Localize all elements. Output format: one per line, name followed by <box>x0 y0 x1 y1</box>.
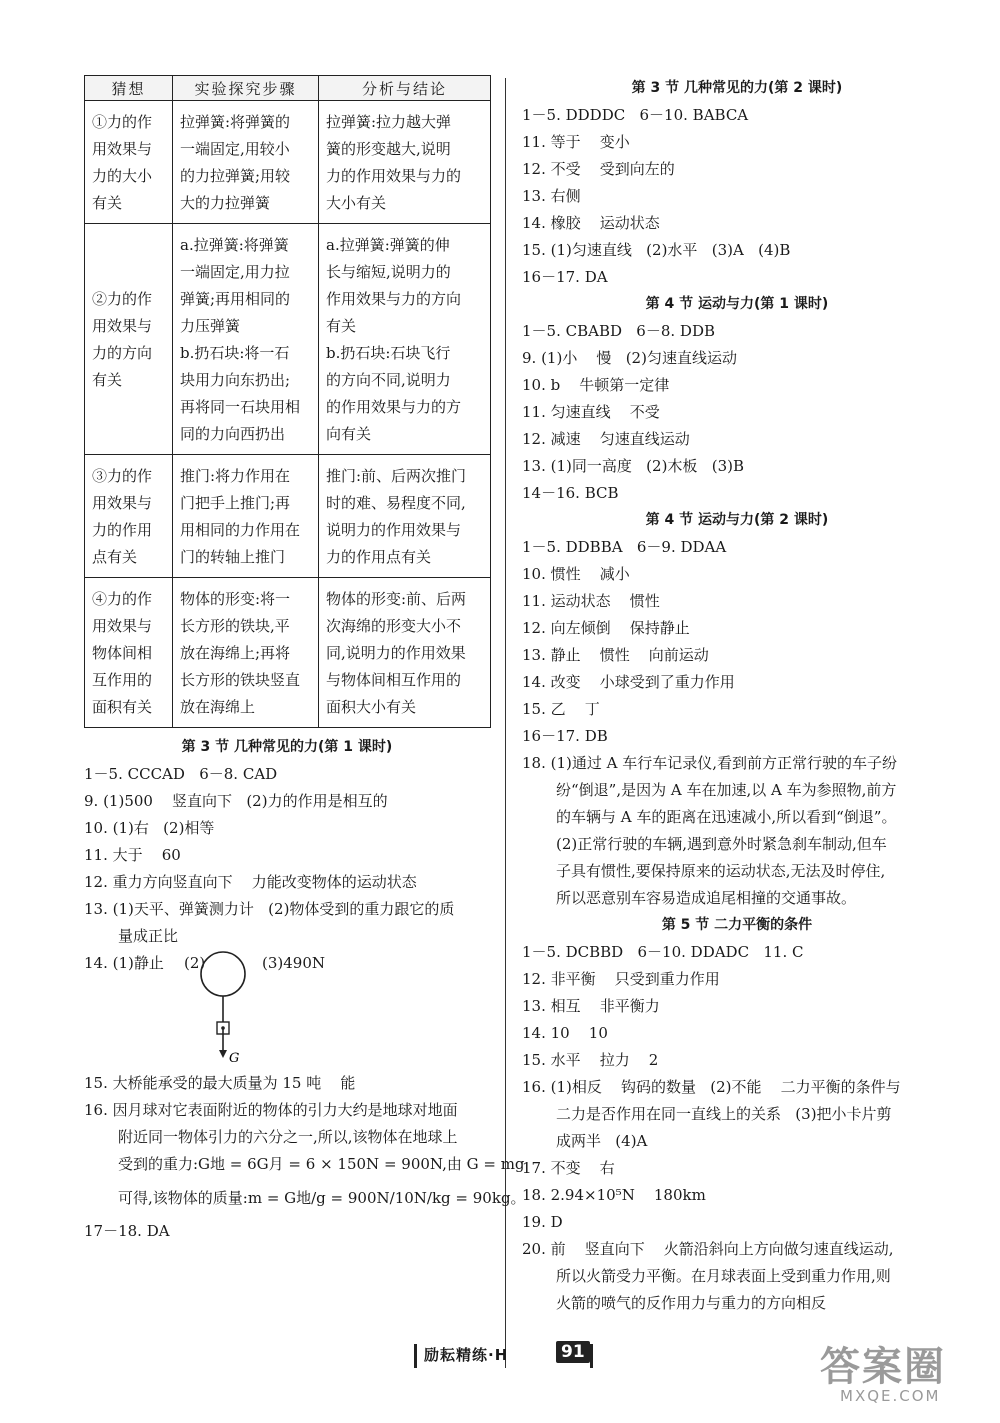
answer-line: 14. 10 10 <box>522 1024 608 1042</box>
page-number: 91 <box>556 1341 590 1363</box>
table-cell: ④力的作 用效果与 物体间相 互作用的 面积有关 <box>85 578 173 728</box>
answer-line: 子具有惯性,要保持原来的运动状态,无法及时停住, <box>556 862 886 880</box>
answer-line: 13. (1)天平、弹簧测力计 (2)物体受到的重力跟它的质 <box>84 900 455 918</box>
answer-line: 10. 惯性 减小 <box>522 565 630 583</box>
table-header-cell: 猜想 <box>85 76 173 101</box>
answer-line: 19. D <box>522 1213 563 1231</box>
answer-line: 9. (1)小 慢 (2)匀速直线运动 <box>522 349 737 367</box>
answer-line: 11. 运动状态 惯性 <box>522 592 660 610</box>
answer-line: 9. (1)500 竖直向下 (2)力的作用是相互的 <box>84 792 388 810</box>
answer-line: 1－5. DCBBD 6－10. DDADC 11. C <box>522 943 804 961</box>
answer-line: 16. (1)相反 钩码的数量 (2)不能 二力平衡的条件与 <box>522 1078 901 1096</box>
page-footer <box>414 1340 604 1370</box>
table-cell: ③力的作 用效果与 力的作用 点有关 <box>85 455 173 578</box>
answer-line: 15. 乙 丁 <box>522 700 600 718</box>
answer-line: (2)正常行驶的车辆,遇到意外时紧急刹车制动,但车 <box>556 835 887 853</box>
answer-line: 20. 前 竖直向下 火箭沿斜向上方向做匀速直线运动, <box>522 1240 894 1258</box>
section-title: 第 4 节 运动与力(第 1 课时) <box>645 296 829 312</box>
table-cell: 物体的形变:前、后两 次海绵的形变大小不 同,说明力的作用效果 与物体间相互作用的 面积大小有关 <box>319 578 491 728</box>
answer-line: 15. 大桥能承受的最大质量为 15 吨 能 <box>84 1074 356 1092</box>
table-cell: ①力的作 用效果与 力的大小 有关 <box>85 101 173 224</box>
q14-row <box>84 950 490 1070</box>
answer-line: 附近同一物体引力的六分之一,所以,该物体在地球上 <box>118 1128 458 1146</box>
answer-line: 成两半 (4)A <box>556 1132 648 1150</box>
answer-line: (2) <box>184 954 206 972</box>
answer-line: 16－17. DA <box>522 268 608 286</box>
table-row <box>85 455 491 578</box>
right-column <box>522 75 952 1317</box>
answer-line: 17－18. DA <box>84 1222 170 1240</box>
table-cell: 推门:将力作用在 门把手上推门;再 用相同的力作用在 门的转轴上推门 <box>173 455 319 578</box>
answer-line: 量成正比 <box>118 927 179 945</box>
answer-line: 火箭的喷气的反作用力与重力的方向相反 <box>556 1294 827 1312</box>
answer-line: 的车辆与 A 车的距离在迅速减小,所以看到“倒退”。 <box>556 808 897 826</box>
answer-line: 二力是否作用在同一直线上的关系 (3)把小卡片剪 <box>556 1105 892 1123</box>
gravity-label: G <box>229 1051 240 1066</box>
table-cell: ②力的作 用效果与 力的方向 有关 <box>85 224 173 455</box>
answer-line: 纷“倒退”,是因为 A 车在加速,以 A 车为参照物,前方 <box>556 781 897 799</box>
answer-line: 16－17. DB <box>522 727 608 745</box>
section-title: 第 4 节 运动与力(第 2 课时) <box>645 512 829 528</box>
answer-line: 受到的重力:G地 = 6G月 = 6 × 150N = 900N,由 G = mg <box>118 1155 525 1173</box>
answer-line: 1－5. DDBBA 6－9. DDAA <box>522 538 727 556</box>
table-header-row <box>85 76 491 101</box>
gravity-diagram <box>194 950 254 1068</box>
answer-line: 11. 大于 60 <box>84 846 181 864</box>
answer-line: 18. 2.94×10⁵N 180km <box>522 1186 706 1204</box>
answer-line: 所以火箭受力平衡。在月球表面上受到重力作用,则 <box>556 1267 891 1285</box>
answer-line: 13. 右侧 <box>522 187 581 205</box>
left-column <box>84 75 526 1245</box>
answer-line: 13. 相互 非平衡力 <box>522 997 660 1015</box>
answer-line: 所以恶意别车容易造成追尾相撞的交通事故。 <box>556 889 857 907</box>
answer-line: 10. (1)右 (2)相等 <box>84 819 215 837</box>
table-row <box>85 101 491 224</box>
answer-line: 1－5. CCCAD 6－8. CAD <box>84 765 278 783</box>
watermark-url: MXQE.COM <box>840 1387 941 1405</box>
answer-line: 17. 不变 右 <box>522 1159 615 1177</box>
answer-line: 12. 向左倾倒 保持静止 <box>522 619 690 637</box>
table-cell: 拉弹簧:拉力越大弹 簧的形变越大,说明 力的作用效果与力的 大小有关 <box>319 101 491 224</box>
answer-line: 12. 减速 匀速直线运动 <box>522 430 690 448</box>
answer-line: 11. 等于 变小 <box>522 133 630 151</box>
answer-line: 13. (1)同一高度 (2)木板 (3)B <box>522 457 744 475</box>
answer-line: 1－5. DDDDC 6－10. BABCA <box>522 106 749 124</box>
answer-line: 14. 改变 小球受到了重力作用 <box>522 673 735 691</box>
answer-line: 12. 重力方向竖直向下 力能改变物体的运动状态 <box>84 873 417 891</box>
table-row <box>85 224 491 455</box>
answer-line: 15. 水平 拉力 2 <box>522 1051 659 1069</box>
answer-line: (3)490N <box>262 954 326 972</box>
answer-line: 16. 因月球对它表面附近的物体的引力大约是地球对地面 <box>84 1101 458 1119</box>
watermark-text: 答案圈 <box>820 1344 946 1390</box>
answer-line: 18. (1)通过 A 车行车记录仪,看到前方正常行驶的车子纷 <box>522 754 898 772</box>
answer-line: 11. 匀速直线 不受 <box>522 403 660 421</box>
table-cell: a.拉弹簧:弹簧的伸 长与缩短,说明力的 作用效果与力的方向 有关 b.扔石块:石块飞行 的方向不同,说明力 的作用效果与力的方 向有关 <box>319 224 491 455</box>
table-cell: 物体的形变:将一 长方形的铁块,平 放在海绵上;再将 长方形的铁块竖直 放在海绵上 <box>173 578 319 728</box>
table-cell: 推门:前、后两次推门 时的难、易程度不同, 说明力的作用效果与 力的作用点有关 <box>319 455 491 578</box>
table-cell: 拉弹簧:将弹簧的 一端固定,用较小 的力拉弹簧;用较 大的力拉弹簧 <box>173 101 319 224</box>
answer-line: 14. 橡胶 运动状态 <box>522 214 660 232</box>
experiment-table <box>84 75 491 728</box>
answer-line: 可得,该物体的质量:m = G地/g = 900N/10N/kg = 90kg。 <box>118 1189 526 1207</box>
brand-name: 励耘精练·H <box>424 1346 509 1364</box>
answer-line: 12. 非平衡 只受到重力作用 <box>522 970 720 988</box>
answer-line: 14. (1)静止 <box>84 954 164 972</box>
answer-line: 13. 静止 惯性 向前运动 <box>522 646 709 664</box>
answer-line: 10. b 牛顿第一定律 <box>522 376 670 394</box>
footer-bar-left <box>414 1344 417 1368</box>
table-row <box>85 578 491 728</box>
section-title: 第 5 节 二力平衡的条件 <box>661 917 813 933</box>
answer-line: 12. 不受 受到向左的 <box>522 160 675 178</box>
watermark <box>820 1335 980 1405</box>
footer-bar-right <box>590 1344 593 1368</box>
section-title: 第 3 节 几种常见的力(第 1 课时) <box>181 739 393 755</box>
answer-line: 1－5. CBABD 6－8. DDB <box>522 322 716 340</box>
table-header-cell: 分析与结论 <box>319 76 491 101</box>
answer-line: 15. (1)匀速直线 (2)水平 (3)A (4)B <box>522 241 791 259</box>
table-cell: a.拉弹簧:将弹簧 一端固定,用力拉 弹簧;再用相同的 力压弹簧 b.扔石块:将一石 块用力向东扔出; 再将同一石块用相 同的力向西扔出 <box>173 224 319 455</box>
answer-line: 14－16. BCB <box>522 484 619 502</box>
table-header-cell: 实验探究步骤 <box>173 76 319 101</box>
section-title: 第 3 节 几种常见的力(第 2 课时) <box>631 80 843 96</box>
